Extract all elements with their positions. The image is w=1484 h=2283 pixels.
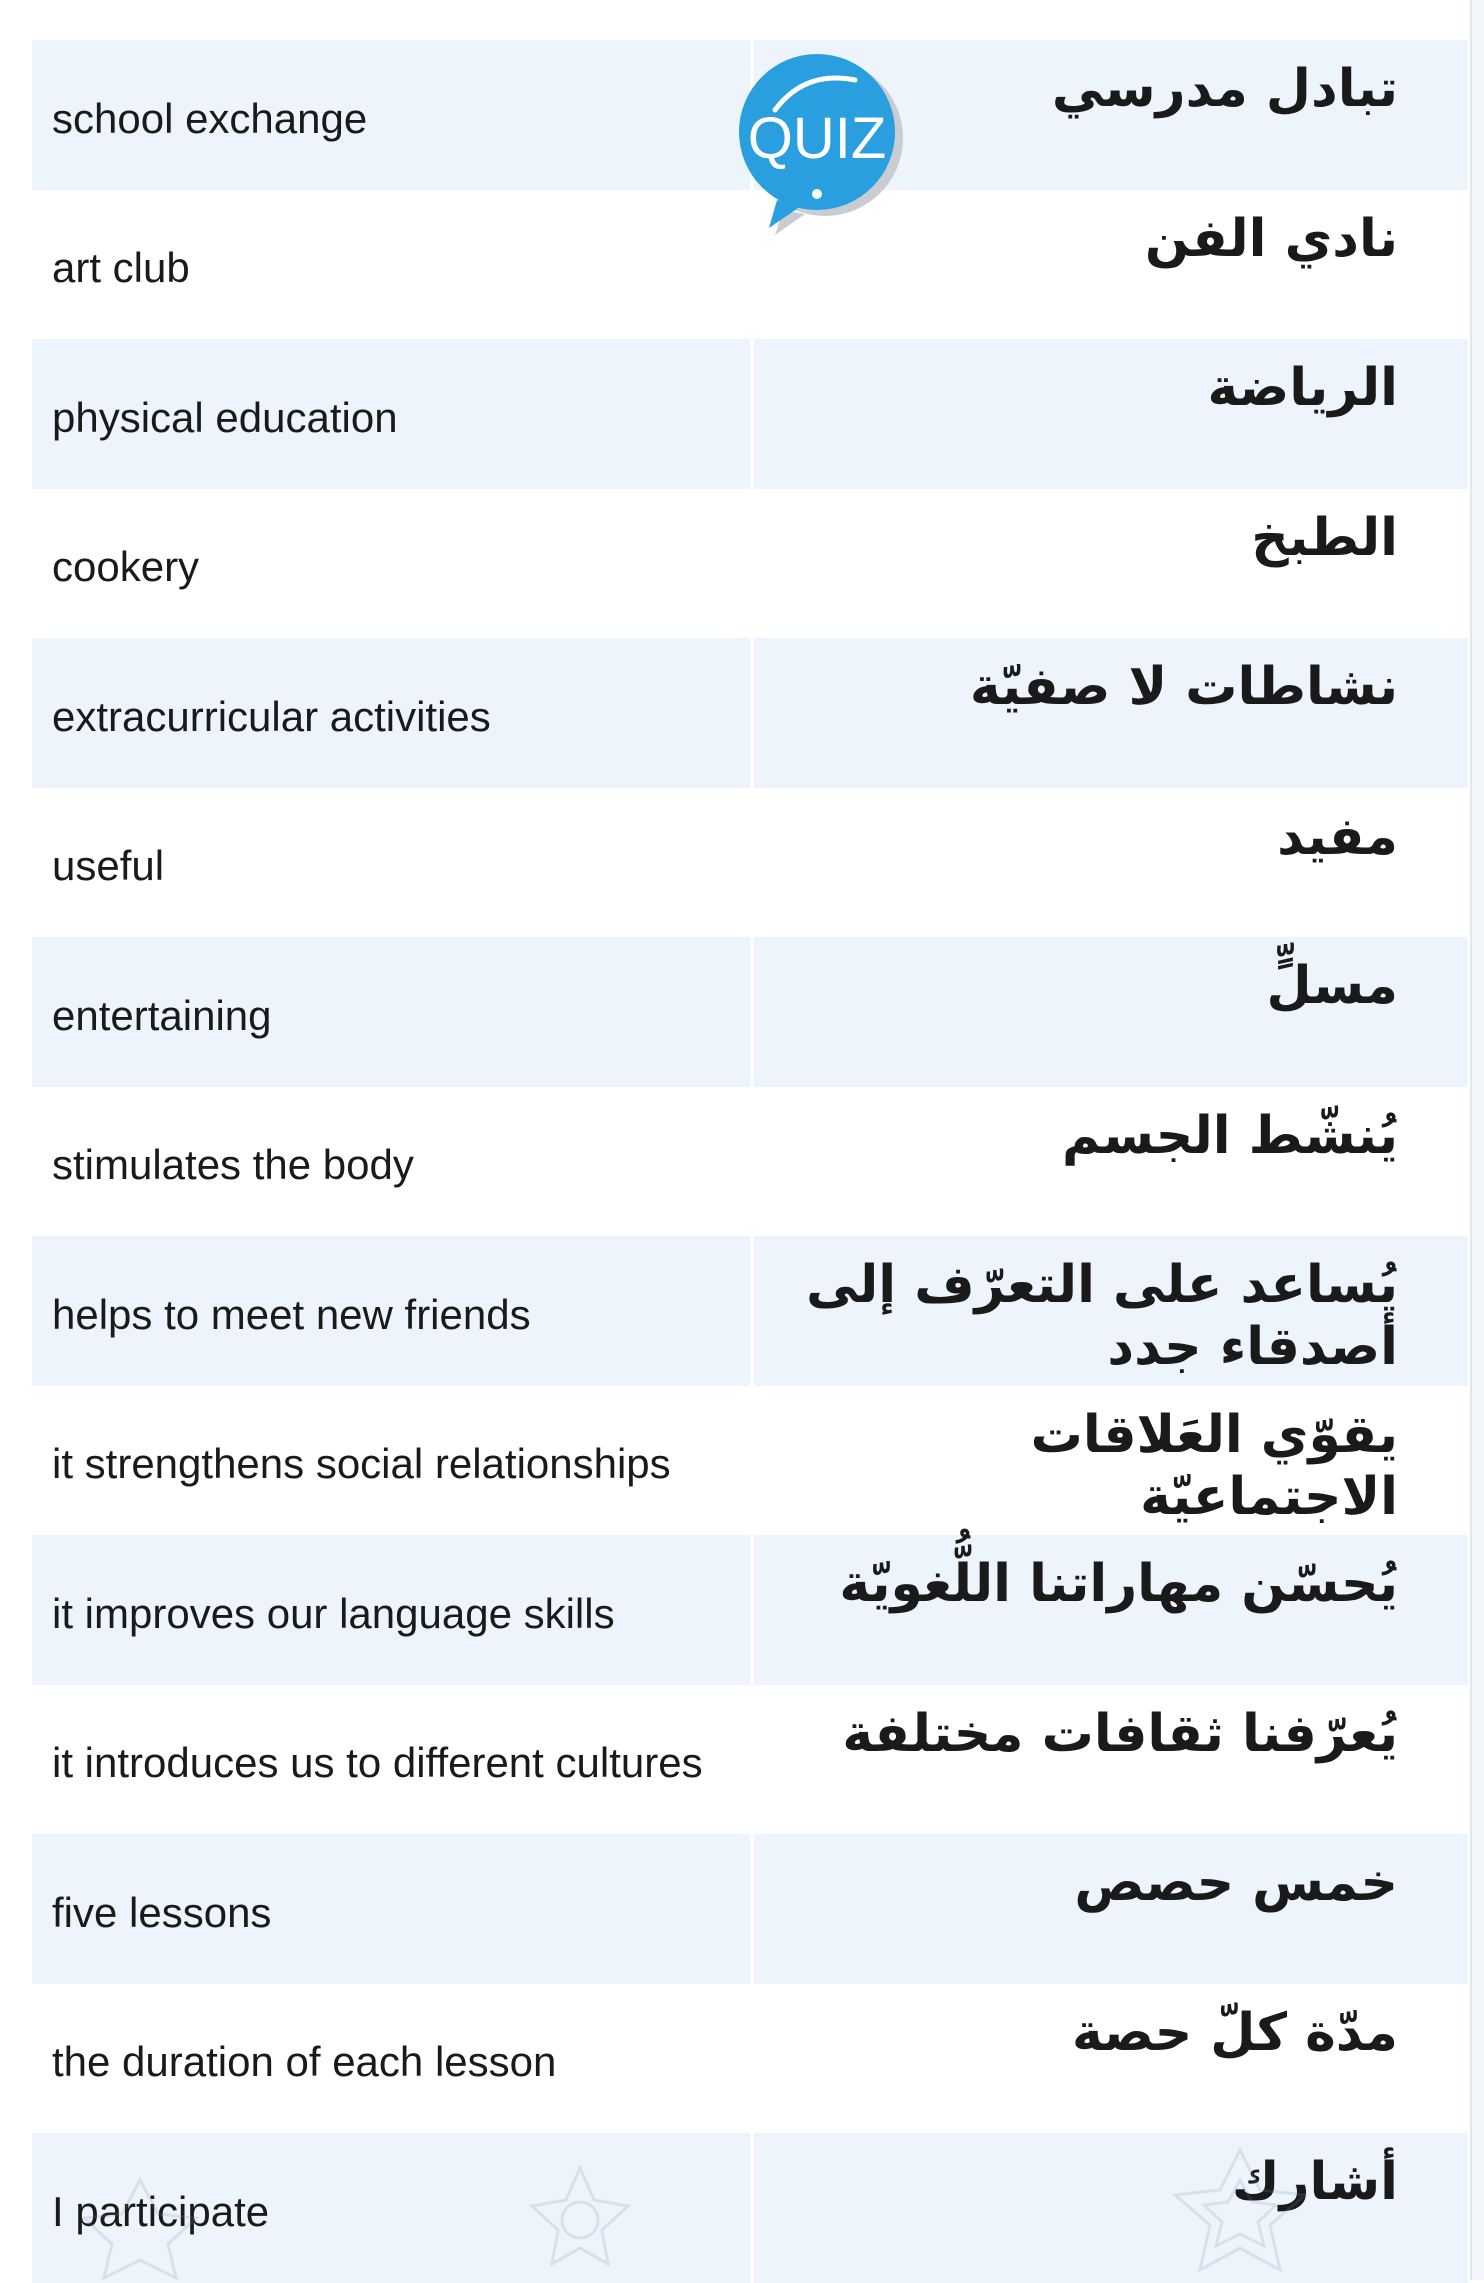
table-row [32,339,1468,489]
table-row [32,1236,1468,1386]
table-row [32,638,1468,788]
table-row [32,1535,1468,1685]
english-term: useful [32,788,750,938]
arabic-term: الطبخ [754,489,1468,639]
ornament-pattern-icon [40,2170,240,2280]
arabic-term: تبادل مدرسي [754,40,1468,190]
arabic-term: أشارك [754,2133,1468,2283]
table-row [32,1087,1468,1237]
quiz-bubble-icon [735,50,905,240]
arabic-term: مسلٍّ [754,937,1468,1087]
arabic-term: نادي الفن [754,190,1468,340]
english-term: stimulates the body [32,1087,750,1237]
table-row [32,1984,1468,2134]
arabic-term: يُساعد على التعرّف إلى أصدقاء جدد [754,1236,1468,1386]
arabic-term: يُعرّفنا ثقافات مختلفة [754,1685,1468,1835]
table-row [32,937,1468,1087]
english-term: it strengthens social relationships [32,1386,750,1536]
table-row [32,1834,1468,1984]
vocabulary-table [32,40,1468,2283]
arabic-term: يُنشّط الجسم [754,1087,1468,1237]
arabic-term: مدّة كلّ حصة [754,1984,1468,2134]
ornament-star-icon [520,2160,640,2280]
english-term: five lessons [32,1834,750,1984]
english-term: entertaining [32,937,750,1087]
table-row [32,489,1468,639]
arabic-term: يقوّي العَلاقات الاجتماعيّة [754,1386,1468,1536]
english-term: I participate [32,2133,750,2283]
arabic-term: مفيد [754,788,1468,938]
english-term: it introduces us to different cultures [32,1685,750,1835]
arabic-term: الرياضة [754,339,1468,489]
english-term: school exchange [32,40,750,190]
ornament-flower-icon [1130,2140,1350,2280]
page-right-border [1470,0,1484,2280]
english-term: art club [32,190,750,340]
table-row [32,788,1468,938]
arabic-term: خمس حصص [754,1834,1468,1984]
quiz-bubble-dot [812,189,822,199]
english-term: helps to meet new friends [32,1236,750,1386]
table-row [32,1386,1468,1536]
english-term: cookery [32,489,750,639]
english-term: the duration of each lesson [32,1984,750,2134]
english-term: physical education [32,339,750,489]
table-row [32,1685,1468,1835]
arabic-term: يُحسّن مهاراتنا اللُّغويّة [754,1535,1468,1685]
arabic-term: نشاطات لا صفيّة [754,638,1468,788]
english-term: it improves our language skills [32,1535,750,1685]
english-term: extracurricular activities [32,638,750,788]
quiz-badge-label: QUIZ [747,106,887,171]
